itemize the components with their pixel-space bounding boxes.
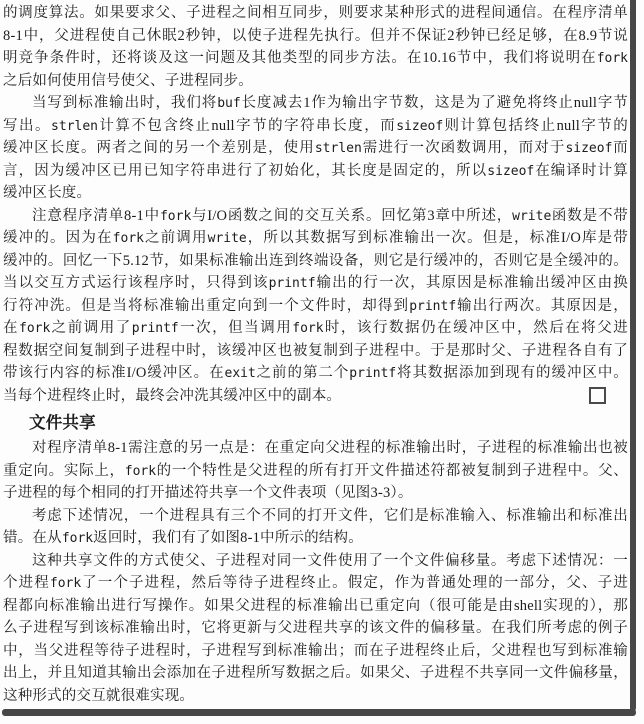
code-term: printf [409,298,457,314]
text-run: 一次，但当调用 [178,320,293,336]
text-run: 之前的第二个 [255,365,350,381]
code-term: fork [159,208,192,224]
text-run: 出上，并且知道其输出会添加在子进程所写数据之后。如果父、子进程不共享同一文件偏移量， [3,665,628,681]
code-term: fork [292,321,324,336]
line-text [29,413,96,432]
text-line [3,340,628,363]
text-run: 注意程序清单8-1中 [32,207,160,224]
line-text [32,95,628,111]
code-term: printf [131,321,179,336]
line-text [3,365,628,381]
text-run: 么子进程写到该标准输出时，它将更新与父进程共享的该文件的偏移量。在我们所考虑的例子 [3,620,628,636]
text-line [3,527,628,550]
text-run: 当每个进程终止时，最终会冲洗其缓冲区中的副本。 [3,387,342,404]
line-text [3,688,194,704]
text-run: 之前调用 [143,230,208,246]
line-text [32,508,628,524]
code-term: sizeof [565,141,613,156]
text-line [3,205,628,228]
line-text [3,163,628,179]
page-edge-bottom [2,709,636,716]
text-line [3,70,628,93]
line-text [3,343,628,359]
text-line [3,409,628,437]
text-run: 缓冲的。回忆一下5.12节，如果标准输出连到终端设备，则它是行缓冲的，否则它是全缓冲的。 [3,252,628,269]
text-run: 写出。 [3,117,52,134]
paragraph [3,2,628,92]
line-text [3,643,628,659]
text-run: 缓冲的。因为在 [3,230,113,246]
line-text [3,230,628,246]
text-run: 错。在从 [3,530,62,546]
text-run: 缓冲区长度。两者之间的另一个差别是，使用 [3,140,315,156]
text-run: 需进行一次函数调用，而对于 [361,140,566,156]
line-text [3,385,341,408]
section-heading [3,409,628,437]
text-run: 8-1中，父进程使自己休眠2秒钟，以使子进程先执行。但并不保证2秒钟已经足够，在8.9节说 [3,27,628,44]
text-run: 返回时，我们有了如图8-1中所示的结构。 [93,530,363,546]
code-term: fork [19,321,51,336]
page-text [3,2,628,707]
text-run: 时，该行数据仍在缓冲区中，然后在将父进 [323,320,628,336]
code-term: printf [349,366,397,381]
text-line [3,550,628,573]
text-run: 当写到标准输出时，我们将 [32,95,218,111]
text-line [3,385,628,408]
line-text [3,140,628,156]
text-line [3,182,628,205]
line-text [3,598,628,614]
line-text [3,5,628,21]
text-run: 之前调用了 [50,320,132,336]
code-term: sizeof [487,163,535,179]
text-line [3,160,628,183]
text-run: 明竞争条件时，还将谈及这一问题及其他类型的同步方法。在10.16节中，我们将说明在 [3,50,597,66]
text-run: 程都向标准输出进行写操作。如果父进程的标准输出已重定向（很可能是由shell实现的），那 [3,597,628,614]
text-line [3,685,628,708]
text-run: 之后如何使用信号使父、子进程同步。 [3,72,253,89]
text-line [3,25,628,48]
text-run: 言，因为缓冲区已用已知字符串进行了初始化，其长度是固定的，所以 [3,162,488,179]
line-text [3,665,628,681]
text-run: 计算不包含终止null字节的字符串长度，而 [98,117,397,134]
code-term: exit [224,366,256,381]
text-run: ，所以其数据写到标准输出一次。但是，标准I/O库是带 [246,230,628,246]
line-text [3,73,253,89]
code-term: strlen [314,141,362,156]
code-term: write [512,208,552,224]
text-line [3,227,628,250]
text-run: 与I/O函数之间的交互关系。回忆第3章中所述， [191,207,513,224]
line-text [3,50,628,66]
text-line [3,272,628,295]
text-run: 输出的行一次，其原因是标准输出缓冲区由换 [315,275,628,291]
text-line [3,572,628,595]
text-line [3,250,628,273]
text-line [3,437,628,460]
text-line [3,505,628,528]
text-run: 在编译时计算 [534,162,628,179]
code-term: buf [217,96,241,111]
text-line [3,295,628,318]
line-text [32,440,628,456]
code-term: fork [596,51,628,66]
text-run: 这种共享文件的方式使父、子进程对同一文件使用了一个文件偏移量。考虑下述情况：一 [32,552,628,569]
page-edge-right [630,0,636,712]
line-text [3,620,628,636]
line-text [3,463,628,479]
text-run: 输出行两次。其原因是， [456,297,628,314]
text-run: 文件共享 [29,413,96,432]
text-run: 函数是不带 [551,207,628,224]
paragraph [3,92,628,205]
text-run: 重定向。实际上， [3,462,125,479]
text-run: 缓冲区长度。 [3,185,92,201]
paragraph [3,437,628,505]
paragraph [3,505,628,550]
code-term: fork [61,531,94,546]
code-term: fork [112,231,144,246]
text-run: 则计算包括终止null字节的 [443,117,628,134]
end-of-example-marker-icon [589,387,606,404]
text-run: 当以交互方式运行该程序时，只得到该 [3,275,269,291]
text-run: 的一个特性是父进程的所有打开文件描述符都被复制到子进程中。父、 [156,462,628,479]
text-run: 程数据空间复制到子进程中时，该缓冲区也被复制到子进程中。于是那时父、子进程各自有了 [3,342,628,359]
line-text [3,575,628,591]
code-term: printf [268,276,316,291]
text-run: 长度减去1作为输出字节数，这是为了避免将终止null字节 [240,95,628,111]
text-line [3,482,628,505]
line-text [3,118,628,134]
text-run: 了一个子进程，然后等待子进程终止。假定，作为普通处理的一部分，父、子进 [81,575,628,591]
text-run: 行符冲洗。但是当将标准输出重定向到一个文件时，却得到 [3,297,410,314]
line-text [32,553,628,569]
text-run: 在 [3,320,20,336]
code-term: sizeof [396,118,444,134]
text-line [3,317,628,340]
text-line [3,2,628,25]
text-run: 带该行内容的标准I/O缓冲区。在 [3,365,225,381]
line-text [3,275,628,291]
line-text [3,485,413,501]
text-run: 中，当父进程等待子进程时，子进程写到标准输出；而在子进程终止后，父进程也写到标准输 [3,642,628,659]
line-text [3,320,628,336]
paragraph [3,205,628,408]
code-term: fork [124,463,157,479]
text-line [3,617,628,640]
text-run: 将其数据添加到现有的缓冲区中。 [396,365,628,381]
line-text [3,298,628,314]
text-run: 这种形式的交互就很难实现。 [3,687,195,704]
text-run: 子进程的每个相同的打开描述符共享一个文件表项（见图3-3）。 [3,485,413,501]
line-text [3,28,628,44]
text-run: 对程序清单8-1需注意的另一点是：在重定向父进程的标准输出时，子进程的标准输出也被 [32,440,628,456]
code-term: write [207,231,247,246]
text-line [3,640,628,663]
text-line [3,47,628,70]
line-text [3,185,91,201]
text-line [3,362,628,385]
code-term: strlen [51,118,99,134]
line-text [32,208,628,224]
text-line [3,115,628,138]
text-run: 而 [612,140,628,156]
text-run: 的调度算法。如果要求父、子进程之间相互同步，则要求某种形式的进程间通信。在程序清单 [3,5,628,21]
text-line [3,137,628,160]
text-line [3,92,628,115]
text-line [3,662,628,685]
line-text [3,530,363,546]
text-line [3,595,628,618]
text-line [3,460,628,483]
text-run: 考虑下述情况，一个进程具有三个不同的打开文件，它们是标准输入、标准输出和标准出 [32,507,628,524]
line-text [3,253,628,269]
paragraph [3,550,628,708]
code-term: fork [49,576,82,591]
text-run: 个进程 [3,575,50,591]
